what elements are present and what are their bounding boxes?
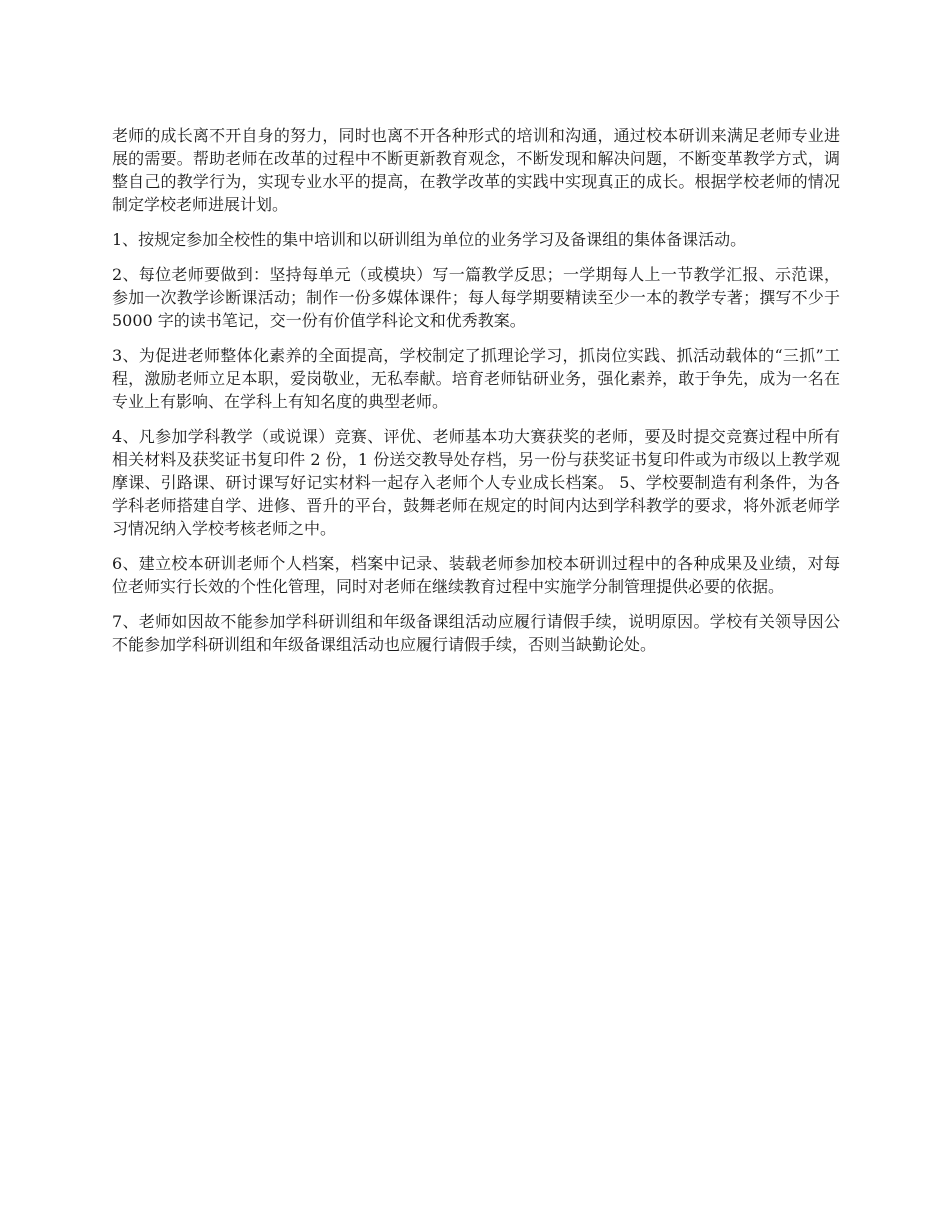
item-4-5-paragraph: 4、凡参加学科教学（或说课）竞赛、评优、老师基本功大赛获奖的老师，要及时提交竞赛过程中所有相关材料及获奖证书复印件 2 份，1 份送交教导处存档，另一份与获奖证书复印件或为市级以上教学观摩课、引路课、研讨课写好记实材料一起存入老师个人专业成长档案。 5、学校要制造有利条件，为各学科老师搭建自学、进修、晋升的平台，鼓舞老师在规定的时间内达到学科教学的要求，将外派老师学习情况纳入学校考核老师之中。 (112, 427, 840, 538)
item-2-paragraph: 2、每位老师要做到：坚持每单元（或模块）写一篇教学反思；一学期每人上一节教学汇报、示范课，参加一次教学诊断课活动；制作一份多媒体课件；每人每学期要精读至少一本的教学专著；撰写不少于 5000 字的读书笔记，交一份有价值学科论文和优秀教案。 (112, 265, 840, 330)
item-6-paragraph: 6、建立校本研训老师个人档案，档案中记录、装载老师参加校本研训过程中的各种成果及业绩，对每位老师实行长效的个性化管理，同时对老师在继续教育过程中实施学分制管理提供必要的依据。 (112, 554, 840, 596)
document-body (112, 124, 840, 668)
item-7-paragraph: 7、老师如因故不能参加学科研训组和年级备课组活动应履行请假手续，说明原因。学校有关领导因公不能参加学科研训组和年级备课组活动也应履行请假手续，否则当缺勤论处。 (112, 612, 840, 654)
item-1-paragraph: 1、按规定参加全校性的集中培训和以研训组为单位的业务学习及备课组的集体备课活动。 (112, 230, 747, 249)
intro-paragraph: 老师的成长离不开自身的努力，同时也离不开各种形式的培训和沟通，通过校本研训来满足老师专业进展的需要。帮助老师在改革的过程中不断更新教育观念，不断发现和解决问题，不断变革教学方式，调整自己的教学行为，实现专业水平的提高，在教学改革的实践中实现真正的成长。根据学校老师的情况制定学校老师进展计划。 (112, 126, 840, 214)
item-3-paragraph: 3、为促进老师整体化素养的全面提高，学校制定了抓理论学习，抓岗位实践、抓活动载体的“三抓”工程，激励老师立足本职，爱岗敬业，无私奉献。培育老师钻研业务，强化素养，敢于争先，成为一名在专业上有影响、在学科上有知名度的典型老师。 (112, 346, 840, 411)
